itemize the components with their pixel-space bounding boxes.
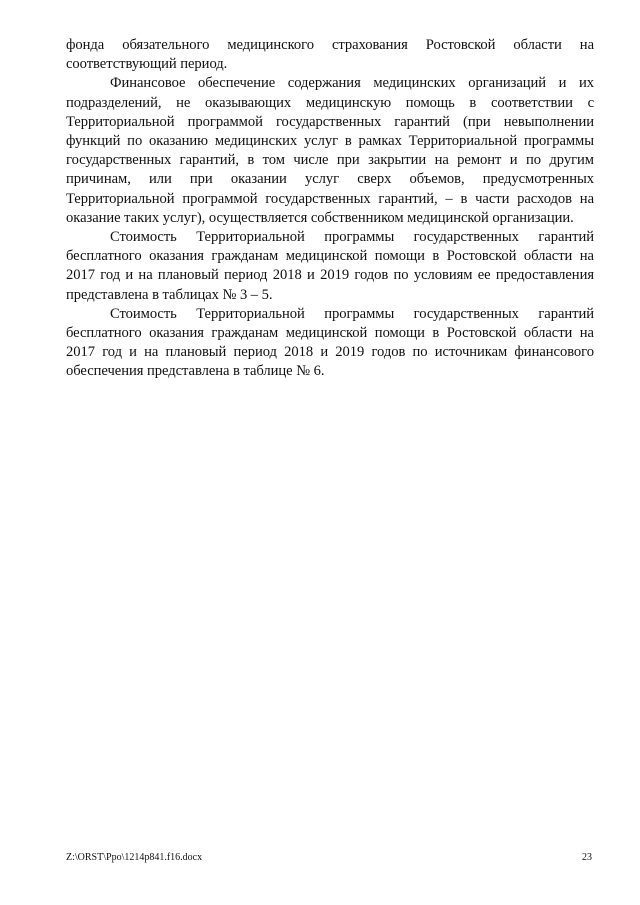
footer-file-path: Z:\ORST\Ppo\1214p841.f16.docx [66,852,203,863]
page-number: 23 [582,852,592,863]
paragraph-cost-by-sources: Стоимость Территориальной программы государственных гарантий бесплатного оказания гражданам медицинской помощи в Ростовской области на 2017 год и на плановый период 2018 и 2019 годов по источникам финансового обеспечения представлена в таблице № 6. [66,305,594,380]
document-body [66,36,594,382]
paragraph-continuation: фонда обязательного медицинского страхования Ростовской области на соответствующий период. [66,37,594,73]
paragraph-cost-by-conditions: Стоимость Территориальной программы государственных гарантий бесплатного оказания гражданам медицинской помощи в Ростовской области на 2017 год и на плановый период 2018 и 2019 годов по условиям ее предоставления представлена в таблицах № 3 – 5. [66,229,594,303]
paragraph-financing: Финансовое обеспечение содержания медицинских организаций и их подразделений, не оказывающих медицинскую помощь в соответствии с Территориальной программой государственных гарантий (при невыполнении функций по оказанию медицинских услуг в рамках Территориальной программы государственных гарантий, в том числе при закрытии на ремонт и по другим причинам, или при оказании услуг сверх объемов, предусмотренных Территориальной программой государственных гарантий, – в части расходов на оказание таких услуг), осуществляется собственником медицинской организации. [66,75,594,226]
